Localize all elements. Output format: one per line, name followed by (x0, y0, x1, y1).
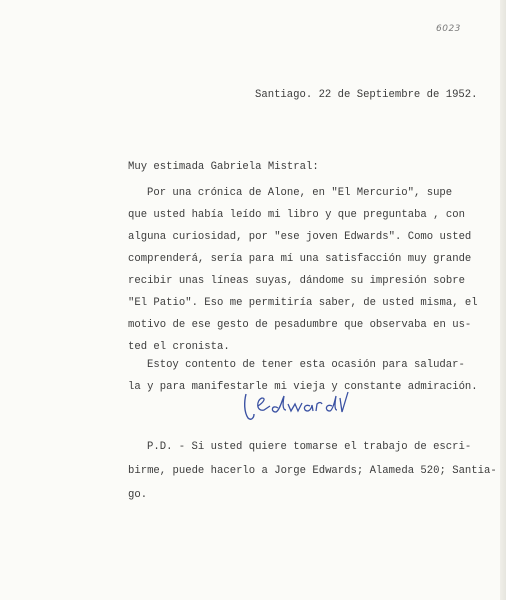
body-line: Por una crónica de Alone, en "El Mercurio", supe (147, 187, 453, 199)
body-line: que usted había leído mi libro y que preguntaba , con (128, 209, 465, 221)
closing-line: Estoy contento de tener esta ocasión para saludar- (147, 359, 465, 371)
body-line: motivo de ese gesto de pesadumbre que observaba en us- (128, 319, 472, 331)
date-line: Santiago. 22 de Septiembre de 1952. (255, 89, 478, 101)
body-line: recibir unas líneas suyas, dándome su impresión sobre (128, 275, 465, 287)
body-line: ted el cronista. (128, 341, 230, 353)
archive-number: 6023 (436, 24, 461, 34)
postscript-line: P.D. - Si usted quiere tomarse el trabajo de escri- (147, 441, 472, 453)
paper-edge (500, 0, 506, 600)
body-line: alguna curiosidad, por "ese joven Edwards". Como usted (128, 231, 472, 243)
postscript-line: birme, puede hacerlo a Jorge Edwards; Alameda 520; Santia- (128, 465, 497, 477)
postscript-line: go. (128, 489, 148, 501)
handwritten-signature (240, 388, 350, 424)
salutation: Muy estimada Gabriela Mistral: (128, 161, 319, 173)
body-line: comprenderá, sería para mí una satisfacción muy grande (128, 253, 472, 265)
body-line: "El Patio". Eso me permitiría saber, de usted misma, el (128, 297, 478, 309)
closing-line: la y para manifestarle mi vieja y constante admiración. (128, 381, 478, 393)
